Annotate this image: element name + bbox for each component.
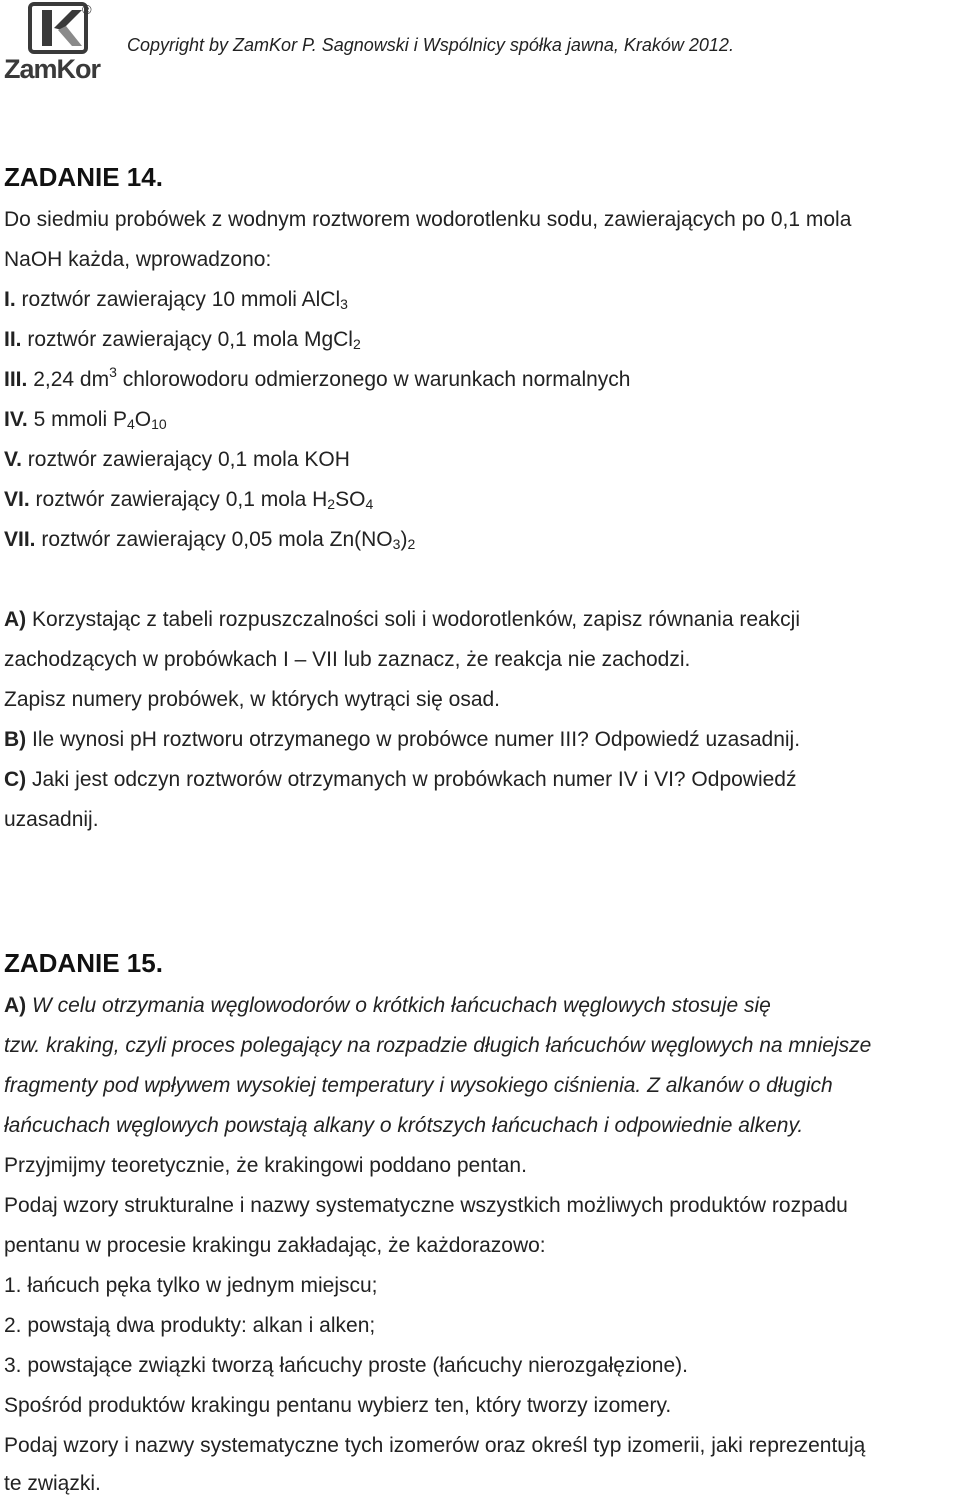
task14-item-2 [4,328,361,352]
part-text: Korzystając z tabeli rozpuszczalności soli i wodorotlenków, zapisz równania reakcji [26,608,801,631]
subscript: 2 [327,496,336,512]
part-label: A) [4,608,27,631]
task14-item-3 [4,364,631,392]
task15-heading: ZADANIE 15. [4,948,163,978]
subscript: 3 [392,536,401,552]
copyright-notice: Copyright by ZamKor P. Sagnowski i Wspólnicy spółka jawna, Kraków 2012. [127,35,734,55]
item-text-cont: O [134,408,152,431]
task14-partC-line2: uzasadnij. [4,808,99,831]
task15-line12: Podaj wzory i nazwy systematyczne tych izomerów oraz określ typ izomerii, jaki reprezentują [4,1434,866,1457]
task15-line7: pentanu w procesie krakingu zakładając, że każdorazowo: [4,1234,546,1257]
task15-line4: łańcuchach węglowych powstają alkany o krótszych łańcuchach i odpowiednie alkeny. [4,1114,804,1137]
subscript: 10 [151,416,167,432]
part-text: Ile wynosi pH roztworu otrzymanego w probówce numer III? Odpowiedź uzasadnij. [26,728,801,751]
subscript: 2 [352,336,361,352]
task14-item-5 [4,448,350,472]
task15-line6: Podaj wzory strukturalne i nazwy systematyczne wszystkich możliwych produktów rozpadu [4,1194,848,1217]
task14-item-1 [4,288,348,312]
part-text: Jaki jest odczyn roztworów otrzymanych w probówkach numer IV i VI? Odpowiedź [26,768,797,791]
task15-line1 [4,994,771,1018]
task14-partA-line2: zachodzących w probówkach I – VII lub zaznacz, że reakcja nie zachodzi. [4,648,691,671]
part-label: C) [4,768,27,791]
subscript: 4 [365,496,374,512]
task14-partC-line1 [4,768,797,792]
zamkor-logo [4,2,108,86]
item-text: 5 mmoli P [33,408,127,431]
subscript: 3 [340,296,348,312]
item-number: II. [4,328,22,351]
item-number: IV. [4,408,28,431]
task14-item-7 [4,528,415,552]
item-text: roztwór zawierający 10 mmoli AlCl [21,288,341,311]
item-text-cont: ) [400,528,408,551]
task15-line9: 2. powstają dwa produkty: alkan i alken; [4,1314,376,1337]
task14-item-6 [4,488,373,512]
part-label: A) [4,994,27,1017]
item-number: VII. [4,528,36,551]
task15-line11: Spośród produktów krakingu pentanu wybierz ten, który tworzy izomery. [4,1394,672,1417]
part-label: B) [4,728,27,751]
task14-item-4 [4,408,167,432]
item-text: roztwór zawierający 0,1 mola MgCl [27,328,353,351]
item-text-cont: SO [335,488,366,511]
task15-line5: Przyjmijmy teoretycznie, że krakingowi poddano pentan. [4,1154,527,1177]
item-number: III. [4,368,28,391]
item-number: V. [4,448,22,471]
item-text: roztwór zawierający 0,05 mola Zn(NO [41,528,393,551]
registered-mark: ® [82,2,92,17]
superscript: 3 [109,364,117,380]
item-text-cont: chlorowodoru odmierzonego w warunkach normalnych [116,368,631,391]
task15-line2: tzw. kraking, czyli proces polegający na rozpadzie długich łańcuchów węglowych na mniejsze [4,1034,872,1057]
task14-intro-line2: NaOH każda, wprowadzono: [4,248,272,271]
task14-partB [4,728,800,752]
item-text: roztwór zawierający 0,1 mola H [35,488,328,511]
part-text: W celu otrzymania węglowodorów o krótkich łańcuchach węglowych stosuje się [26,994,771,1017]
item-number: I. [4,288,16,311]
subscript: 4 [126,416,135,432]
task14-partA-line3: Zapisz numery probówek, w których wytrąci się osad. [4,688,501,711]
task15-line13: te związki. [4,1472,101,1495]
subscript: 2 [407,536,416,552]
item-text: roztwór zawierający 0,1 mola KOH [27,448,350,471]
task14-heading: ZADANIE 14. [4,162,163,192]
task15-line3: fragmenty pod wpływem wysokiej temperatury i wysokiego ciśnienia. Z alkanów o długich [4,1074,833,1097]
item-text: 2,24 dm [33,368,110,391]
item-number: VI. [4,488,30,511]
task14-intro-line1: Do siedmiu probówek z wodnym roztworem wodorotlenku sodu, zawierających po 0,1 mola [4,208,852,231]
task14-partA-line1 [4,608,800,632]
task15-line8: 1. łańcuch pęka tylko w jednym miejscu; [4,1274,378,1297]
task15-line10: 3. powstające związki tworzą łańcuchy proste (łańcuchy nierozgałęzione). [4,1354,688,1377]
logo-text: ZamKor [4,54,101,84]
zamkor-k-emblem-icon [28,2,88,54]
